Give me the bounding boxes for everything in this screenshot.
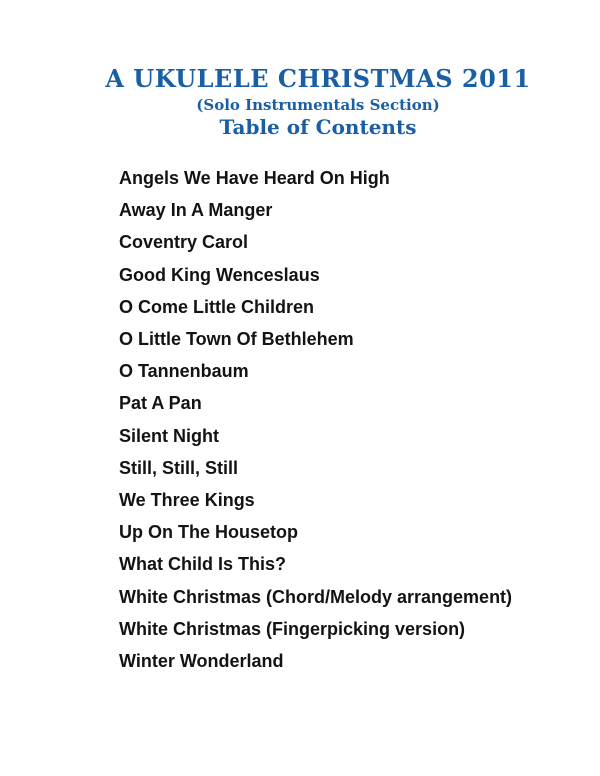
toc-item: Up On The Housetop <box>119 522 298 543</box>
toc-item: Silent Night <box>119 425 219 446</box>
document-header <box>20 64 600 139</box>
toc-item: Good King Wenceslaus <box>119 264 320 285</box>
toc-item: What Child Is This? <box>119 554 286 575</box>
page-subtitle: (Solo Instrumentals Section) <box>196 96 440 114</box>
page-title: A UKULELE CHRISTMAS 2011 <box>105 64 531 93</box>
toc-item: Winter Wonderland <box>119 651 284 672</box>
toc-item: We Three Kings <box>119 490 255 511</box>
toc-item: O Come Little Children <box>119 296 315 317</box>
toc-item: Coventry Carol <box>119 232 249 253</box>
toc-item: Pat A Pan <box>119 393 202 414</box>
toc-item: White Christmas (Chord/Melody arrangement) <box>119 586 513 607</box>
toc-item: O Little Town Of Bethlehem <box>119 329 354 350</box>
toc-item: Still, Still, Still <box>119 457 239 478</box>
toc-item: Angels We Have Heard On High <box>119 168 390 188</box>
toc-item: O Tannenbaum <box>119 361 249 382</box>
toc-item: White Christmas (Fingerpicking version) <box>119 618 466 639</box>
table-of-contents-heading: Table of Contents <box>219 115 417 139</box>
toc-list <box>119 162 570 677</box>
toc-item: Away In A Manger <box>119 200 273 221</box>
